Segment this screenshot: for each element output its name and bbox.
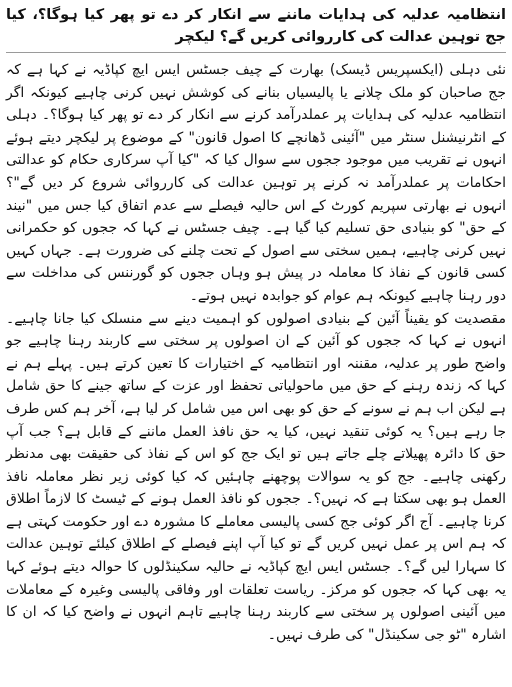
article-paragraph-1: نئی دہلی (ایکسپریس ڈیسک) بھارت کے چیف جسٹس ایس ایچ کپاڈیہ نے کہا ہے کہ جج صاحبان کو ملک چلانے یا پالیسیاں بنانے کی کوشش نہیں کرنی چاہیے کیونکہ اگر انتظامیہ عدلیہ کی ہدایات پر عملدرآمد کرنے سے انکار کر دے تو پھر کیا ہوگا؟۔ دہلی کے انٹرنیشنل سنٹر میں "آئینی ڈھانچے کا اصول قانون" کے موضوع پر لیکچر دیتے ہوئے انہوں نے تقریب میں موجود ججوں سے سوال کیا کہ "کیا آپ سرکاری حکام کو عدالتی احکامات پر عملدرآمد نہ کرنے پر توہین عدالت کی کارروائی شروع کر دیں گے"؟ انہوں نے بھارتی سپریم کورٹ کے اس حالیہ فیصلے سے عدم اتفاق کیا جس میں "نیند کے حق" کو بنیادی حق تسلیم کیا گیا ہے۔ چیف جسٹس نے کہا کہ ججوں کو حکمرانی نہیں کرنی چاہیے، ہمیں سختی سے اصول کے تحت چلنے کی ضرورت ہے۔ جہاں کہیں کسی قانون کے نفاذ کا معاملہ در پیش ہو وہاں ججوں کو گورننس کی مداخلت سے دور رہنا چاہیے کیونکہ ہم عوام کو جوابدہ نہیں ہوتے۔ — [6, 62, 506, 304]
article-paragraph-2: مقصدیت کو یقیناً آئین کے بنیادی اصولوں کو اہمیت دینے سے منسلک کیا جانا چاہیے۔ انہوں نے کہا کہ ججوں کو آئین کے ان اصولوں پر سختی سے کاربند رہنا چاہیے جو واضح طور پر عدلیہ، مقننہ اور انتظامیہ کے اختیارات کا تعین کرتے ہیں۔ پہلے ہم نے کہا کہ زندہ رہنے کے حق میں ماحولیاتی تحفظ اور عزت کے ساتھ جینے کا حق شامل ہے لیکن اب ہم نے سونے کے حق کو بھی اس میں شامل کر لیا ہے، آخر ہم کس طرف جا رہے ہیں؟ یہ کوئی تنقید نہیں، کیا یہ حق نافذ العمل ماننے کے قابل ہے؟ جب آپ حق کا دائرہ پھیلاتے چلے جاتے ہیں تو ایک جج کو اس کے نفاذ کی حقیقت بھی مدنظر رکھنی چاہیے۔ جج کو یہ سوالات پوچھنے چاہئیں کہ کیا کوئی زیر نظر معاملہ نافذ العمل ہو بھی سکتا ہے کہ نہیں؟۔ ججوں کو نافذ العمل ہونے کے ٹیسٹ کا لازماً اطلاق کرنا چاہیے۔ آج اگر کوئی جج کسی پالیسی معاملے کا مشورہ دے اور حکومت کہتی ہے کہ ہم اس پر عمل نہیں کریں گے تو کیا آپ اپنے فیصلے کے اطلاق کیلئے توہین عدالت کا سہارا لیں گے؟۔ جسٹس ایس ایچ کپاڈیہ نے حالیہ سکینڈلوں کا حوالہ دیتے ہوئے کہا یہ بھی کہا کہ ججوں کو مرکز۔ ریاست تعلقات اور وفاقی پالیسی وغیرہ کے معاملات میں آئینی اصولوں پر سختی سے کاربند رہنا چاہیے تاہم انہوں نے واضح کیا کہ ان کا اشارہ "ٹو جی سکینڈل" کی طرف نہیں۔ — [6, 310, 506, 643]
article-body — [6, 59, 506, 646]
article-headline: انتظامیہ عدلیہ کی ہدایات ماننے سے انکار کر دے تو پھر کیا ہوگا؟، کیا جج توہین عدالت کی کارروائی کریں گے؟ لیکچر — [6, 4, 506, 53]
